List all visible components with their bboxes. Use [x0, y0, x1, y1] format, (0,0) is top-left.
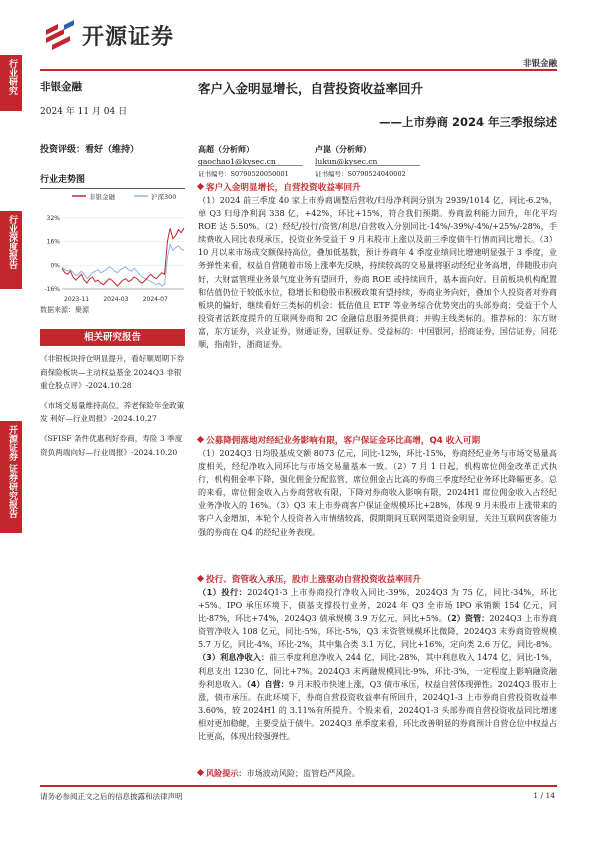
legend-label: 非银金融 [89, 193, 115, 201]
related-report-title: 《SFISF 条件优惠利好券商，寿险 3 季度资负两端向好—行业周报》 [40, 433, 183, 457]
logo-mark-icon [42, 20, 78, 52]
trend-chart [40, 190, 188, 305]
side-tab-label: 行业研究 [7, 59, 17, 95]
subsection-label: （3）利息净收入： [198, 652, 270, 663]
analyst-divider [315, 165, 420, 166]
analyst-card [315, 144, 406, 181]
page-number: 1 / 14 [533, 791, 555, 800]
related-report-date: -2024.10.20 [131, 447, 178, 457]
subsection-text: 2024Q3 上市券商资管净收入 108 亿元，同比-5%，环比-5%，Q3 末资管规模环比微降，2024Q3 末券商资管规模 5.7 万亿，同比-4%，环比-2%，其中集合类 3.1 万亿，同比+16%，定向类 2.6 万亿，同比-8%。 [198, 613, 557, 650]
diamond-bullet-icon [197, 436, 204, 443]
section-heading-text: 公募降佣落地对经纪业务影响有限，客户保证金环比高增，Q4 收入可期 [206, 436, 481, 446]
related-reports-header: 相关研究报告 [40, 329, 185, 346]
section-heading [198, 182, 557, 194]
chart-source: 数据来源：聚源 [40, 306, 89, 314]
risk-notice [198, 768, 360, 780]
subsection-label: （1）投行： [198, 587, 248, 597]
logo-text: 开源证券 [82, 25, 175, 50]
section-body: （1）2024 前三季度 40 家上市券商调整后营收/归母净利润分别为 2939/1014 亿，同比-6.2%，单 Q3 归母净利润 338 亿，+42%，环比+15%，符合我们预期。券商盈利能力回升，年化平均 ROE 达 5.50%。（2）经纪/投行/资管/利息/自营收入分别同比-14%/-39%/-4%/+25%/-28%，手续费收入同比表现承压，投资业务受益于 9 月末股市上涨以及前三季度债牛行情而同比增长。（3）10 月以来市场成交额保持高位，叠加低基数，预计券商年 4 季度业绩同比增速明显强于 3 季度，业务弹性来看，权益自营随着市场上涨率先反映，持续较高的交易量将驱动经纪业务高增，伴随股市向好，大财富管理业务景气度业务有望回升，券商 ROE 或持续回升，基本面向好。目前板块机构配置和估值仍位于较低水位，稳增长和稳股市积极政策有望持续，券商业务向好，叠加个人投资者对券商板块的偏好，继续看好三类标的机会：低估值且 ETF 等业务综合优势突出的头部券商；受益于个人投资者活跃度提升的互联网券商和 2C 金融信息服务提供商；并购主线类标的。推荐标的：东方财富，东方证券，兴业证券，财通证券，国联证券。受益标的：中国银河，招商证券，国信证券，同花顺，指南针，浙商证券。 [198, 195, 557, 350]
industry-name: 非银金融 [40, 81, 82, 93]
brand-logo [42, 18, 242, 58]
side-tab-label: 行业深度报告 [7, 215, 17, 269]
section-heading [198, 574, 557, 586]
y-tick-label: -16% [44, 286, 60, 293]
subsection-text: 2024Q1-3 上市券商投行净收入同比-39%，2024Q3 为 75 亿，同比-34%，环比+5%。IPO 承压环境下，债基支撑投行业务，2024 年 Q3 全市场 IPO 承销额 154 亿元，同比-87%，环比+74%，2024Q3 债承规模 3.9 万亿元，同比+5%。 [198, 587, 557, 624]
section-body: （1）2024Q3 日均股基成交额 8073 亿元，同比-12%，环比-15%，券商经纪业务与市场交易量高度相关，经纪净收入同环比与市场交易量基本一致。（2）7 月 1 日起，机构席位佣金改革正式执行，机构佣金率下降，强化佣金分配监管，席位佣金占比高的券商三季度经纪业务环比降幅更多。总的来看，席位佣金收入占券商营收有限，下降对券商收入影响有限，2024H1 席位佣金收入占经纪业务净收入的 16%。（3）Q3 末上市券商客户保证金规模环比+28%，体现 9 月末股市上涨带来的客户入金增加，本轮个人投资者入市情绪较高，假期期间互联网渠道资金明显，关注互联网获客能力强的券商在 Q4 的经纪业务表现。 [198, 448, 557, 537]
side-tab-label: 开源证券 证券研究报告 [7, 425, 17, 519]
section-brokerage [198, 435, 557, 539]
footer-disclaimer[interactable]: 请务必参阅正文之后的信息披露和法律声明 [40, 792, 183, 801]
x-tick-label: 2024-07 [142, 296, 168, 303]
trend-chart-title: 行业走势图 [40, 175, 86, 185]
y-tick-label: 32% [46, 214, 60, 222]
related-report-date: -2024.10.27 [110, 414, 157, 424]
side-tab-industry-research [0, 55, 22, 111]
related-report-item[interactable] [40, 399, 188, 426]
subsection-label: （2）资管： [446, 613, 490, 624]
section-summary [198, 182, 557, 351]
section-heading [198, 435, 557, 447]
analyst-cert: 证书编号：S0790524040002 [315, 170, 406, 178]
trend-title-rule [40, 188, 185, 189]
analyst-cert: 证书编号：S0790520050001 [198, 170, 289, 178]
risk-text: 市场波动风险；监管趋严风险。 [246, 768, 360, 778]
report-date: 2024 年 11 月 04 日 [40, 107, 128, 117]
related-report-item[interactable] [40, 432, 188, 459]
analyst-card [198, 144, 289, 181]
risk-label: 风险提示： [206, 768, 247, 778]
x-tick-label: 2024-03 [103, 296, 129, 303]
related-reports-list [40, 352, 188, 459]
side-tab-brand [0, 421, 22, 533]
section-heading-text: 客户入金明显增长，自营投资收益率回升 [206, 183, 361, 193]
related-report-title: 《非银板块持仓明显提升，看好顺周期下券商保险板块—主动权益基金 2024Q3 非银重仓股点评》 [40, 354, 185, 391]
subsection-text: 9 月末股市快速上涨，Q3 债市承压，权益自营体现弹性。2024Q3 股市上涨，债市承压。在此环境下，券商自营投资收益率有所回升，2024Q1-3 上市券商自营投资收益率 3.60%，较 2024H1 的 3.11%有所提升。个股来看，2024Q1-3 头部券商自营投资收益同比增速相对更加稳健，主要受益于债牛。2024Q3 单季度来看，环比改善明显的券商预计自营仓位中权益占比更高，体现出较强弹性。 [198, 678, 557, 742]
subsection-text: 前三季度利息净收入 244 亿，同比-28%，其中利息收入 1474 亿，同比-1%，利息支出 1230 亿，同比+7%。2024Q3 末两融规模同比-9%，环比-3%，一定程度上影响融资融券利息收入。 [198, 652, 558, 689]
section-business-lines [198, 574, 557, 743]
side-tab-deep-report [0, 211, 22, 289]
analyst-email[interactable]: gaochao1@kysec.cn [198, 156, 276, 166]
investment-rating: 投资评级：看好（维持） [40, 145, 140, 155]
header-section-label: 非银金融 [522, 59, 557, 69]
y-tick-label: 0% [50, 262, 60, 270]
report-title: 客户入金明显增长，自营投资收益率回升 [198, 81, 424, 96]
diamond-bullet-icon [197, 183, 204, 190]
side-tab-bar [0, 0, 22, 841]
related-report-title: 《市场交易量维持高位，养老保险年金政策发 利好—行业周报》 [40, 400, 185, 424]
section-body [198, 586, 557, 743]
section-heading-text: 投行、资管收入承压，股市上涨驱动自营投资收益率回升 [206, 575, 421, 585]
subsection-label: （4）自营： [246, 678, 289, 689]
related-report-item[interactable] [40, 352, 188, 393]
diamond-bullet-icon [197, 575, 204, 582]
analyst-name: 卢崑（分析师） [315, 145, 371, 154]
analyst-name: 高超（分析师） [198, 145, 254, 154]
legend-label: 沪深300 [151, 193, 177, 201]
report-subtitle: ——上市券商 2024 年三季报综述 [378, 115, 557, 129]
header-divider [40, 69, 557, 71]
footer-divider [40, 785, 557, 787]
analyst-email[interactable]: lukun@kysec.cn [315, 156, 378, 166]
diamond-bullet-icon [197, 769, 204, 776]
related-report-date: -2024.10.28 [85, 381, 132, 391]
y-tick-label: 16% [46, 238, 60, 246]
analyst-divider [198, 165, 303, 166]
x-tick-label: 2023-11 [64, 296, 90, 303]
